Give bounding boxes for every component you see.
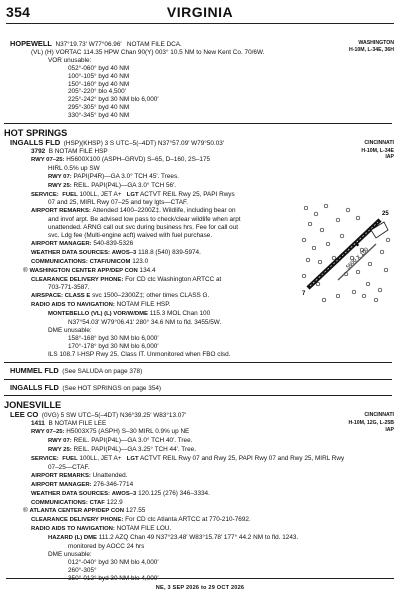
unusable-radial: 150°-160° byd 40 NM bbox=[68, 80, 130, 88]
hot-springs-chart-refs: CINCINNATI H-10M, L-34E IAP bbox=[361, 140, 394, 161]
runway-number-7: 7 bbox=[302, 291, 306, 297]
runway-number-25: 25 bbox=[382, 211, 389, 217]
hopewell-vortac: (VL) (H) VORTAC 114.35 HPW Chan 90(Y) 003° 10.5 NM to New Kent Co. 70/6W. bbox=[31, 48, 265, 56]
section-rule bbox=[4, 362, 392, 363]
radio-icon: ® bbox=[23, 266, 28, 274]
tree-icon bbox=[304, 206, 308, 210]
ingalls-ref-name: INGALLS FLD bbox=[10, 383, 59, 392]
tree-icon bbox=[308, 222, 312, 226]
hopewell-entry bbox=[10, 40, 394, 120]
dme-unusable-radial: 260°-305° bbox=[68, 566, 97, 574]
lee-co-name: LEE CO bbox=[10, 411, 39, 420]
jonesville-chart-refs: CINCINNATI H-10M, 12G, L-25B IAP bbox=[348, 412, 394, 433]
tree-icon bbox=[336, 218, 340, 222]
hopewell-coords: N37°19.73′ W77°06.96′ bbox=[55, 41, 122, 48]
lee-co-dme-unusable-list bbox=[10, 559, 394, 583]
lee-co-ids: (0VG) 5 SW UTC–5(–4DT) N36°39.25′ W83°13.07′ bbox=[41, 412, 187, 420]
page-number: 354 bbox=[6, 4, 31, 20]
tree-icon bbox=[302, 274, 306, 278]
hummel-ref: (See SALUDA on page 378) bbox=[62, 367, 143, 375]
tree-icon bbox=[356, 216, 360, 220]
footer-effective-dates: NE, 3 SEP 2026 to 29 OCT 2026 bbox=[155, 585, 245, 591]
unusable-radial: 295°-305° byd 40 NM bbox=[68, 104, 130, 112]
tree-icon bbox=[306, 258, 310, 262]
unusable-radial: 225°-242° byd 30 NM blo 6,000′ bbox=[68, 96, 159, 104]
tree-icon bbox=[312, 246, 316, 250]
hummel-name: HUMMEL FLD bbox=[10, 366, 59, 375]
tree-icon bbox=[346, 208, 350, 212]
dme-unusable-radial: 350°-012° byd 30 NM blo 4,000′ bbox=[68, 574, 159, 582]
ingalls-ids: (HSP)(KHSP) 3 S UTC–5(–4DT) N37°57.09′ W79°50.03′ bbox=[63, 140, 224, 148]
state-title: VIRGINIA bbox=[166, 4, 234, 20]
tree-icon bbox=[356, 270, 360, 274]
tree-icon bbox=[352, 290, 356, 294]
tree-icon bbox=[362, 294, 366, 298]
hot-springs-entry: HOT SPRINGS CINCINNATI H-10M, L-34E IAP INGALLS FLD (HSP)(KHSP) 3 S UTC–5(–4DT) N37°57.09′ W79°50.03′ 3792 B NOTAM FILE HSP RWY 07–25: H5600X100 (ASPH–GRVD) S–65, D–160, 2S–175 HIRL 0.5% up SW RWY 07: PAPI(P4R)—GA 3.0° TCH 45′. Trees. RWY 25: REIL. PAPI(P4L)—GA 3.0° TCH 56′. SERVICE: FUEL 100LL, JET A+ LGT ACTVT REIL Rwy 25, PAPI Rwys 07 and 25, MIRL Rwy 07–25 and twy lgts—CTAF. AIRPORT REMARKS: Attended 1400–2200Z‡. Wildlife, including bear on and invof arpt. Be advised low pass to check/clear wildlife when arpt unattended. ARNG call out svc during business hrs. Fee for call out svc. Ldg fee (Multi-engine acft) waived with fuel purchase. AIRPORT MANAGER: 540-839-5326 WEATHER DATA SOURCES: AWOS–3 118.8 (540) 839-5974. COMMUNICATIONS: CTAF/UNICOM 123.0 ® WASHINGTON CENTER APP/DEP CON 134.4 CLEARANCE DELIVERY PHONE: For CD ctc Washington ARTCC at 703-771-3587. AIRSPACE: CLASS E svc 1500–2300Z‡; other times CLASS G. RADIO AIDS TO NAVIGATION: NOTAM FILE HSP. MONTEBELLO (VL) (L) VOR/W/DME 115.3 MOL Chan 100 N37°54.03′ W79°06.41′ 280° 34.6 NM to fld. 3455/5W. DME unusable: 158°-168° byd 30 NM blo 6,000′ 170°-178° byd 30 NM blo 6,000′ ILS 108.7 I-HSP Rwy 25. Class IT. Unmonitored when FBO clsd. bbox=[4, 128, 394, 358]
section-rule bbox=[4, 379, 392, 380]
tree-icon bbox=[326, 242, 330, 246]
header-rule bbox=[6, 23, 394, 24]
tree-icon bbox=[302, 238, 306, 242]
radio-icon: ® bbox=[23, 507, 28, 515]
runway-dimensions: 5600 X 100 bbox=[345, 246, 370, 271]
tree-icon bbox=[324, 204, 328, 208]
tree-icon bbox=[380, 250, 384, 254]
footer-rule bbox=[6, 578, 394, 579]
tree-icon bbox=[340, 234, 344, 238]
tree-icon bbox=[318, 260, 322, 264]
rwy-label: RWY 07–25: bbox=[31, 156, 65, 163]
directory-content bbox=[4, 40, 394, 583]
dme-unusable-radial: 012°-040° byd 30 NM blo 4,000′ bbox=[68, 558, 159, 566]
tree-icon bbox=[374, 298, 378, 302]
hot-springs-city: HOT SPRINGS bbox=[4, 128, 68, 139]
ingalls-elev: 3792 bbox=[31, 147, 46, 155]
tree-icon bbox=[320, 228, 324, 232]
hopewell-name: HOPEWELL bbox=[10, 40, 52, 48]
airport-diagram bbox=[298, 200, 394, 310]
tree-icon bbox=[368, 262, 372, 266]
ingalls-name: INGALLS FLD bbox=[10, 139, 61, 148]
tree-icon bbox=[378, 288, 382, 292]
tree-icon bbox=[366, 282, 370, 286]
tree-icon bbox=[384, 268, 388, 272]
hopewell-vor-unusable: VOR unusable: bbox=[48, 56, 92, 64]
unusable-radial: 330°-345° byd 40 NM bbox=[68, 112, 130, 120]
hopewell-chart-refs: WASHINGTON H-10M, L-34E, 36H bbox=[349, 40, 394, 53]
unusable-radial: 052°-060° byd 40 NM bbox=[68, 64, 130, 72]
dme-unusable-radial: 158°-168° byd 30 NM blo 6,000′ bbox=[68, 334, 159, 342]
unusable-radial: 100°-105° byd 40 NM bbox=[68, 72, 130, 80]
jonesville-entry: JONESVILLE CINCINNATI H-10M, 12G, L-25B IAP LEE CO (0VG) 5 SW UTC–5(–4DT) N36°39.25′ W83°13.07′ 1411 B NOTAM FILE LEE RWY 07–25: H5003X75 (ASPH) S–30 MIRL 0.9% up NE RWY 07: REIL. PAPI(P4L)—GA 3.0° TCH 40′. Tree. RWY 25: REIL. PAPI(P4L)—GA 3.25° TCH 44′. Tree. SERVICE: FUEL 100LL, JET A+ LGT ACTVT REIL Rwy 07 and Rwy 25, PAPI Rwy 07 and Rwy 25, MIRL Rwy 07–25—CTAF. AIRPORT REMARKS: Unattended. AIRPORT MANAGER: 276-346-7714 WEATHER DATA SOURCES: AWOS–3 120.125 (276) 346–3334. COMMUNICATIONS: CTAF 122.9 ® ATLANTA CENTER APP/DEP CON 127.55 CLEARANCE DELIVERY PHONE: For CD ctc Atlanta ARTCC at 770-210-7692. RADIO AIDS TO NAVIGATION: NOTAM FILE LOU. HAZARD (L) DME 111.2 AZQ Chan 49 N37°23.48′ W83°15.78′ 177° 44.2 NM to fld. 1243. monitored by AOCC 24 hrs DME unusable: 012°-040° byd 30 NM blo 4,000′ 260°-305° 350°-012° byd 30 NM blo 4,000′ bbox=[4, 400, 394, 582]
ingalls-ref: (See HOT SPRINGS on page 354) bbox=[62, 384, 162, 392]
page-header bbox=[0, 0, 400, 22]
elev-marker: ◆ bbox=[356, 242, 360, 247]
section-rule bbox=[4, 395, 392, 396]
tree-icon bbox=[386, 238, 390, 242]
tree-icon bbox=[322, 298, 326, 302]
dme-unusable-radial: 170°-178° byd 30 NM blo 6,000′ bbox=[68, 342, 159, 350]
jonesville-city: JONESVILLE bbox=[4, 400, 62, 411]
unusable-radial: 205°-220° blo 4,500′ bbox=[68, 88, 126, 96]
tree-icon bbox=[336, 294, 340, 298]
ingalls-ils: ILS 108.7 I-HSP Rwy 25. Class IT. Unmonitored when FBO clsd. bbox=[48, 350, 231, 358]
section-rule bbox=[4, 123, 392, 124]
hopewell-unusable-list bbox=[10, 65, 394, 120]
tree-icon bbox=[314, 212, 318, 216]
hopewell-notam: NOTAM FILE DCA. bbox=[126, 41, 182, 48]
ingalls-dme-unusable-list bbox=[10, 335, 394, 351]
